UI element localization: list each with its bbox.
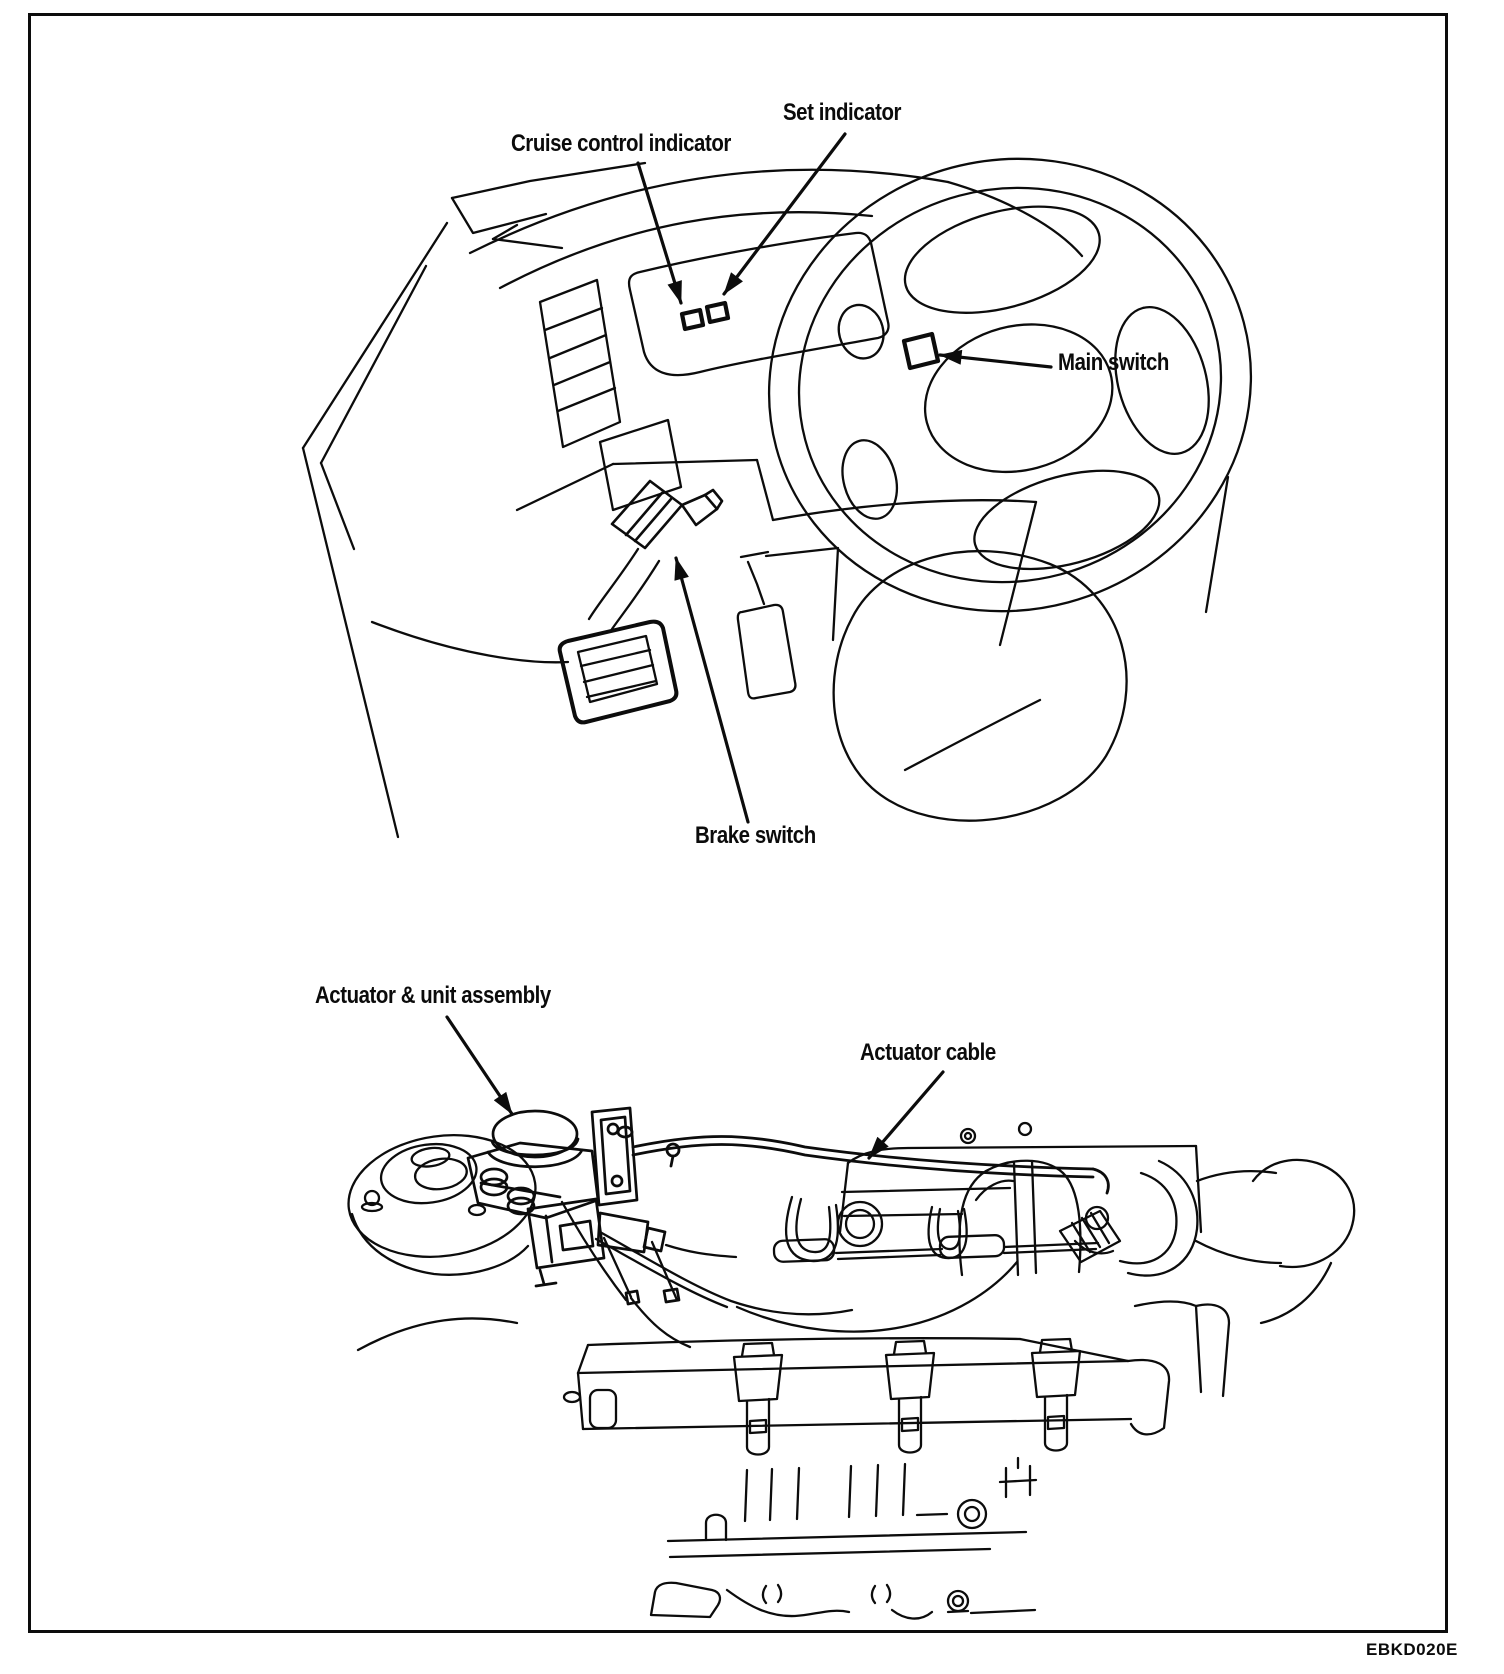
label-actuator-unit-assembly: Actuator & unit assembly (315, 982, 551, 1009)
label-brake-switch: Brake switch (695, 822, 816, 849)
label-actuator-cable: Actuator cable (860, 1039, 996, 1066)
label-set-indicator: Set indicator (783, 99, 902, 126)
figure-code: EBKD020E (1366, 1640, 1458, 1659)
label-main-switch: Main switch (1058, 349, 1169, 376)
label-cruise-control-indicator: Cruise control indicator (511, 130, 731, 157)
